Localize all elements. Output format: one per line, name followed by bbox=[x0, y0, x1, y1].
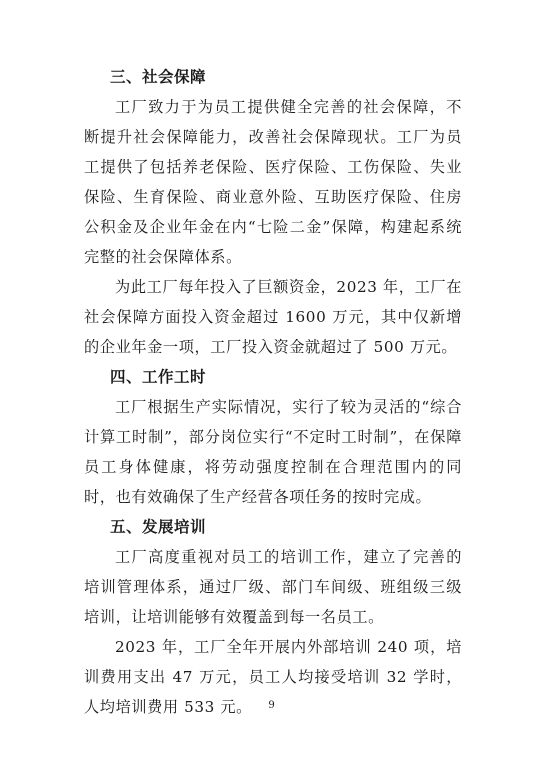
paragraph: 2023 年，工厂全年开展内外部培训 240 项，培训费用支出 47 万元，员工人均接受培训 32 学时，人均培训费用 533 元。 bbox=[84, 638, 462, 716]
section-heading: 三、社会保障 bbox=[110, 68, 207, 86]
paragraph: 工厂致力于为员工提供健全完善的社会保障，不断提升社会保障能力，改善社会保障现状。工厂为员工提供了包括养老保险、医疗保险、工伤保险、失业保险、生育保险、商业意外险、互助医疗保险、住房公积金及企业年金在内“七险二金”保障，构建起系统完整的社会保障体系。 bbox=[84, 98, 462, 266]
paragraph: 工厂根据生产实际情况，实行了较为灵活的“综合计算工时制”，部分岗位实行“不定时工时制”，在保障员工身体健康，将劳动强度控制在合理范围内的同时，也有效确保了生产经营各项任务的按时完成。 bbox=[84, 398, 462, 506]
page-number: 9 bbox=[268, 700, 275, 711]
section-training bbox=[84, 512, 462, 722]
paragraph: 为此工厂每年投入了巨额资金，2023 年，工厂在社会保障方面投入资金超过 1600 万元，其中仅新增的企业年金一项，工厂投入资金就超过了 500 万元。 bbox=[84, 278, 462, 356]
paragraph: 工厂高度重视对员工的培训工作，建立了完善的培训管理体系，通过厂级、部门车间级、班组级三级培训，让培训能够有效覆盖到每一名员工。 bbox=[84, 548, 462, 626]
section-working-hours bbox=[84, 362, 462, 512]
section-heading: 四、工作工时 bbox=[110, 368, 207, 386]
section-social-security bbox=[84, 62, 462, 362]
section-heading: 五、发展培训 bbox=[110, 518, 207, 536]
page-content bbox=[84, 62, 462, 722]
